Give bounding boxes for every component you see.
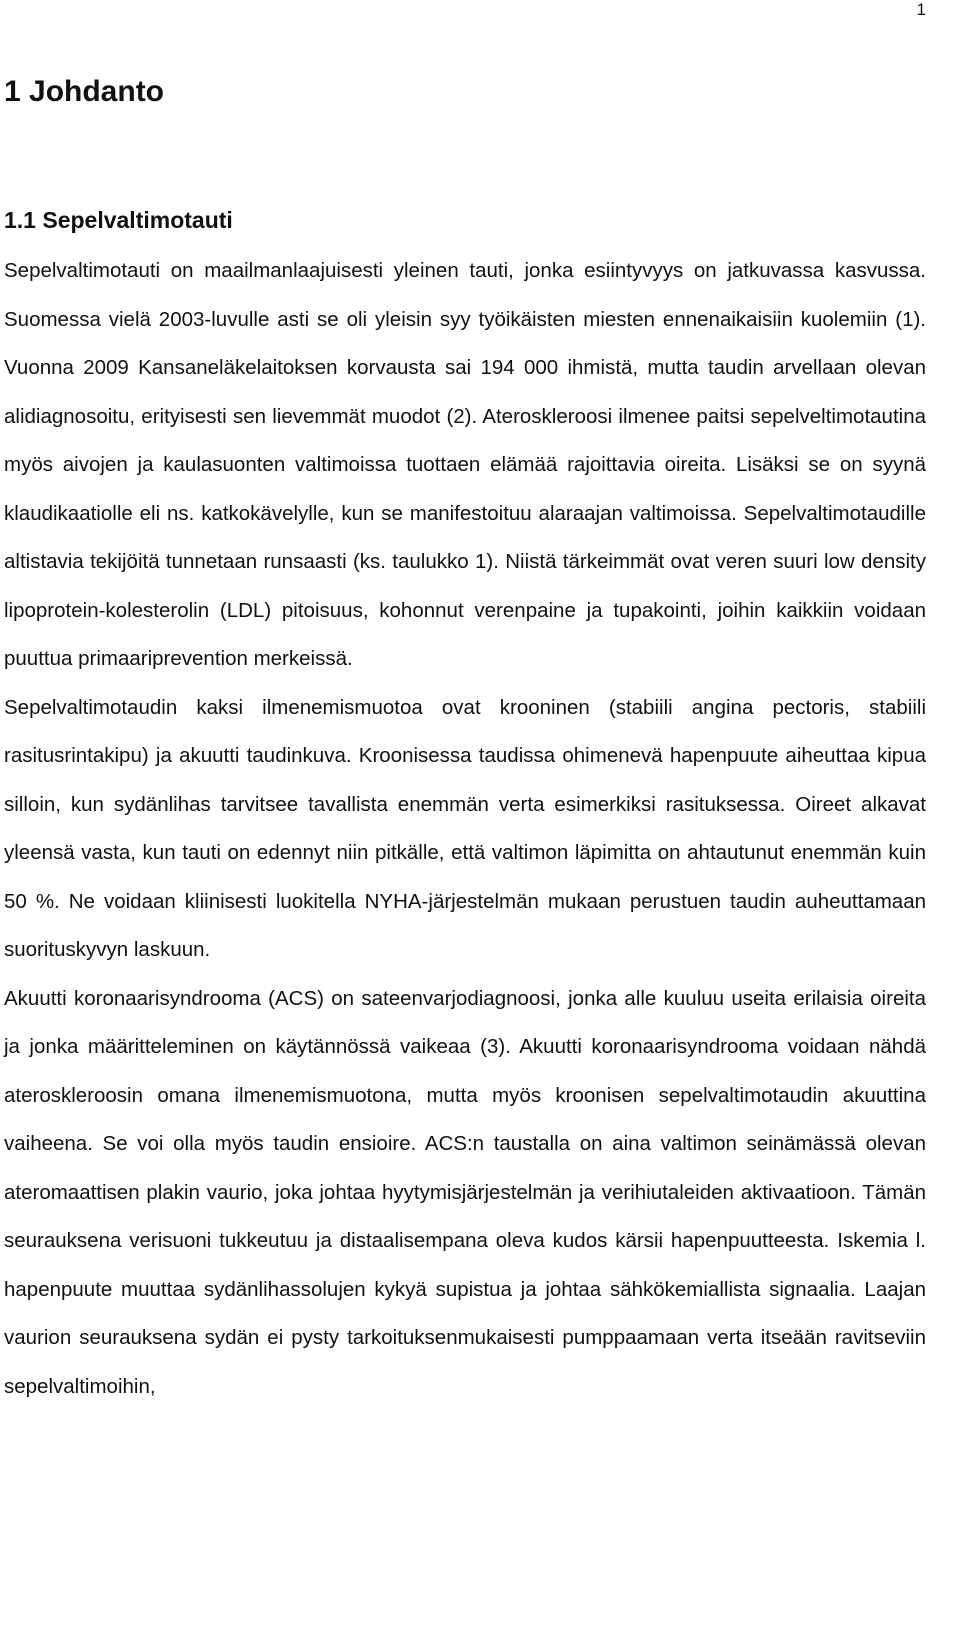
paragraph-chronic-form: Sepelvaltimotaudin kaksi ilmenemismuotoa ovat krooninen (stabiili angina pectoris, stabiili rasitusrintakipu) ja akuutti taudinkuva. Kroonisessa taudissa ohimenevä hapenpuute aiheuttaa kipua silloin, kun sydänlihas tarvitsee tavallista enemmän verta esimerkiksi rasituksessa. Oireet alkavat yleensä vasta, kun tauti on edennyt niin pitkälle, että valtimon läpimitta on ahtautunut enemmän kuin 50 %. Ne voidaan kliinisesti luokitella NYHA-järjestelmän mukaan perustuen taudin auheuttamaan suorituskyvyn laskuun. [4,695,926,961]
section-heading: 1.1 Sepelvaltimotauti [4,207,233,233]
body-text [4,247,926,1411]
paragraph-acute-coronary-syndrome: Akuutti koronaarisyndrooma (ACS) on sateenvarjodiagnoosi, jonka alle kuuluu useita erilaisia oireita ja jonka määritteleminen on käytännössä vaikeaa (3). Akuutti koronaarisyndrooma voidaan nähdä ateroskleroosin omana ilmenemismuotona, mutta myös kroonisen sepelvaltimotaudin akuuttina vaiheena. Se voi olla myös taudin ensioire. ACS:n taustalla on aina valtimon seinämässä olevan ateromaattisen plakin vaurio, joka johtaa hyytymisjärjestelmän ja verihiutaleiden aktivaatioon. Tämän seurauksena verisuoni tukkeutuu ja distaalisempana oleva kudos kärsii hapenpuutteesta. Iskemia l. hapenpuute muuttaa sydänlihassolujen kykyä supistua ja johtaa sähkökemiallista signaalia. Laajan vaurion seurauksena sydän ei pysty tarkoituksenmukaisesti pumppaamaan verta itseään ravitseviin sepelvaltimoihin, [4,986,926,1398]
chapter-heading: 1 Johdanto [4,75,165,108]
page-number: 1 [916,0,926,19]
paragraph-prevalence: Sepelvaltimotauti on maailmanlaajuisesti yleinen tauti, jonka esiintyvyys on jatkuvassa kasvussa. Suomessa vielä 2003-luvulle asti se oli yleisin syy työikäisten miesten ennenaikaisiin kuolemiin (1). Vuonna 2009 Kansaneläkelaitoksen korvausta sai 194 000 ihmistä, mutta taudin arvellaan olevan alidiagnosoitu, erityisesti sen lievemmät muodot (2). Ateroskleroosi ilmenee paitsi sepelveltimotautina myös aivojen ja kaulasuonten valtimoissa tuottaen elämää rajoittavia oireita. Lisäksi se on syynä klaudikaatiolle eli ns. katkokävelylle, kun se manifestoituu alaraajan valtimoissa. Sepelvaltimotaudille altistavia tekijöitä tunnetaan runsaasti (ks. taulukko 1). Niistä tärkeimmät ovat veren suuri low density lipoprotein-kolesterolin (LDL) pitoisuus, kohonnut verenpaine ja tupakointi, joihin kaikkiin voidaan puuttua primaariprevention merkeissä. [4,259,926,670]
